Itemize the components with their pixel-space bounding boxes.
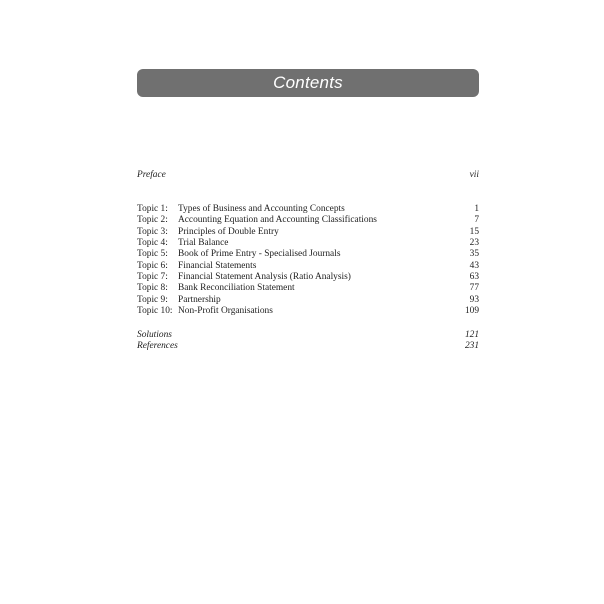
topic-title: Financial Statements (178, 260, 257, 271)
toc-entry-topic-6[interactable] (137, 261, 479, 272)
topic-title: Accounting Equation and Accounting Classifications (178, 215, 377, 226)
topic-number: Topic 3: (137, 226, 168, 237)
topic-number: Topic 6: (137, 260, 168, 271)
topic-page: 109 (464, 306, 479, 317)
toc-entry-references[interactable] (137, 341, 479, 352)
topic-page: 77 (469, 283, 479, 294)
toc-entry-solutions[interactable] (137, 330, 479, 341)
topic-number: Topic 4: (137, 238, 168, 249)
topic-page: 63 (469, 272, 479, 283)
topic-number: Topic 5: (137, 249, 168, 260)
toc-entry-topic-2[interactable] (137, 215, 479, 226)
entry-label: References (137, 341, 178, 352)
topic-number: Topic 2: (137, 215, 168, 226)
page-title: Contents (273, 73, 343, 92)
topic-number: Topic 8: (137, 283, 168, 294)
topic-title: Principles of Double Entry (178, 226, 279, 237)
toc-entry-topic-5[interactable] (137, 249, 479, 260)
topic-title: Partnership (178, 294, 221, 305)
toc-entry-topic-10[interactable] (137, 306, 479, 317)
toc-entry-topic-3[interactable] (137, 227, 479, 238)
toc-entry-topic-7[interactable] (137, 272, 479, 283)
back-matter-section (137, 330, 479, 353)
front-matter-section (137, 170, 479, 181)
entry-label: Preface (137, 170, 166, 180)
topic-title: Non-Profit Organisations (178, 306, 273, 317)
entry-page: vii (469, 170, 479, 180)
topics-section (137, 204, 479, 317)
toc-entry-topic-4[interactable] (137, 238, 479, 249)
topic-title: Types of Business and Accounting Concepts (178, 204, 345, 214)
topic-title: Trial Balance (178, 238, 229, 249)
topic-title: Book of Prime Entry - Specialised Journals (178, 249, 341, 260)
topic-page: 43 (469, 260, 479, 271)
topic-page: 7 (474, 215, 479, 226)
topic-title: Bank Reconciliation Statement (178, 283, 295, 294)
contents-banner (137, 69, 479, 97)
entry-label: Solutions (137, 330, 172, 340)
toc-entry-topic-1[interactable] (137, 204, 479, 215)
toc-entry-topic-9[interactable] (137, 295, 479, 306)
toc-entry-preface[interactable] (137, 170, 479, 181)
entry-page: 121 (464, 330, 479, 340)
topic-number: Topic 1: (137, 204, 168, 214)
topic-number: Topic 7: (137, 272, 168, 283)
topic-number: Topic 9: (137, 294, 168, 305)
topic-title: Financial Statement Analysis (Ratio Analysis) (178, 272, 351, 283)
topic-number: Topic 10: (137, 306, 173, 317)
toc-entry-topic-8[interactable] (137, 283, 479, 294)
topic-page: 1 (474, 204, 479, 214)
topic-page: 93 (469, 294, 479, 305)
topic-page: 15 (469, 226, 479, 237)
topic-page: 35 (469, 249, 479, 260)
entry-page: 231 (464, 341, 479, 352)
topic-page: 23 (469, 238, 479, 249)
